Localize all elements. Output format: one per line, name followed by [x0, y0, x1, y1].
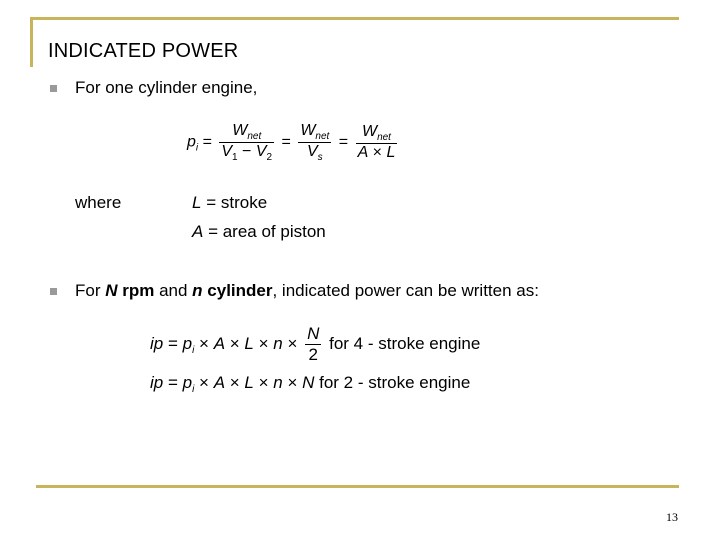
mean-pressure-equation: $p_i$ = $\frac{W_{net}}{V_1 - V_2}$ = $\frac{W_{net}}{V_s}$ = $\frac{W_{net}}{A \times L}$: [187, 122, 396, 163]
ip-equation-4-stroke: ip = $p_i \times A \times L \times n$ × $\frac{N}{2}$ for 4 - stroke engine: [150, 324, 481, 364]
where-label: where: [75, 193, 122, 212]
definition-stroke: L = stroke: [192, 193, 268, 212]
bullet2-part-5: , indicated power can be written as:: [272, 281, 539, 300]
page-number: 13: [666, 510, 678, 524]
bullet2-cylinder: cylinder: [202, 281, 273, 300]
ip-equation-2-stroke: ip = $p_i \times A \times L \times n \times N$ for 2 - stroke engine: [150, 373, 471, 395]
definition-stroke-text: = stroke: [206, 193, 268, 212]
bullet2-N: N: [105, 281, 118, 300]
left-frame-line: [30, 17, 33, 67]
ip-equation-4-stroke-suffix: for 4 - stroke engine: [329, 333, 481, 353]
top-frame-line: [30, 17, 679, 20]
bullet-square-2: [50, 288, 57, 295]
definition-area: A = area of piston: [192, 222, 326, 241]
bullet-square-1: [50, 85, 57, 92]
bullet2-n: n: [192, 281, 203, 300]
bullet2-rpm: rpm: [117, 281, 155, 300]
bullet2-part-3: and: [154, 281, 193, 300]
definition-area-text: = area of piston: [208, 222, 326, 241]
ip-equation-2-stroke-suffix: for 2 - stroke engine: [319, 373, 471, 392]
bullet-text-2: [75, 281, 539, 301]
slide-title: INDICATED POWER: [48, 40, 239, 62]
bullet2-part-1: For: [75, 281, 106, 300]
bottom-frame-line: [36, 485, 679, 488]
bullet-text-1: For one cylinder engine,: [75, 78, 258, 97]
